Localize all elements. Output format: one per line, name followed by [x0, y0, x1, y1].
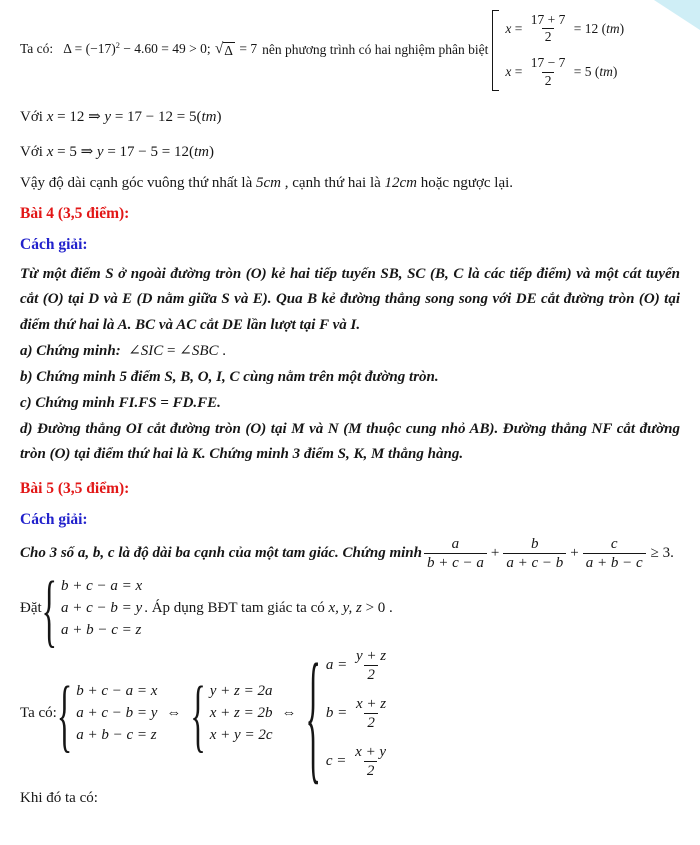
geq-3: ≥ 3.: [650, 545, 674, 562]
taco-label: Ta có:: [20, 705, 57, 722]
case1-lhs: x =: [505, 20, 526, 36]
left-brace: {: [41, 562, 58, 655]
fraction-denominator: 2: [542, 28, 555, 45]
case2-lhs: x =: [505, 64, 526, 80]
fraction-numerator: x + z: [356, 696, 387, 713]
system-row-b: [326, 695, 391, 732]
line-with-x-12: Với x = 12 ⇒ y = 17 − 12 = 5(tm): [20, 108, 222, 125]
left-brace: {: [56, 667, 73, 760]
fraction-denominator: a + b − c: [583, 553, 646, 572]
left-brace-tall: {: [305, 630, 321, 797]
question-b: b) Chứng minh 5 điểm S, B, O, I, C cùng nằm trên một đường tròn.: [20, 369, 439, 386]
heading-cach-giai-1: Cách giải:: [20, 235, 88, 253]
system-row: x + y = 2c: [209, 727, 273, 744]
question-a: a) Chứng minh: ∠SIC = ∠SBC .: [20, 343, 226, 360]
lhs: b =: [325, 705, 351, 722]
line-discriminant: [20, 10, 680, 91]
left-brace: {: [190, 667, 206, 760]
fraction-a: [424, 535, 487, 572]
system-1: [76, 683, 157, 744]
radical-sign: √: [214, 41, 224, 58]
plus-operator: +: [570, 545, 579, 562]
equivalent-systems-line: [20, 630, 680, 797]
system-row: a + b − c = z: [61, 622, 142, 639]
case-rows: [505, 10, 624, 91]
heading-cach-giai-2: Cách giải:: [20, 511, 88, 529]
system-row: a + c − b = y: [61, 600, 143, 617]
system-row-c: [326, 743, 391, 780]
fraction-denominator: a + c − b: [503, 553, 566, 572]
inequality-expression: [422, 535, 674, 572]
sqrt-delta: [215, 42, 235, 59]
case-x-equals-5: [505, 55, 624, 88]
fraction: [352, 743, 389, 780]
fraction-denominator: 2: [364, 761, 378, 780]
delta-formula: Ta có: $\Delta = (-17)^2 - 4.60 = 49 > 0$;: [20, 41, 214, 57]
substitution-system: [61, 578, 142, 639]
system-row: b + c − a = x: [76, 683, 158, 700]
left-square-bracket: [492, 10, 499, 91]
lhs: c =: [325, 753, 351, 770]
case2-fraction: [528, 55, 569, 88]
case2-result: = 5 (tm): [570, 64, 618, 80]
fraction-numerator: y + z: [356, 648, 387, 665]
system-row: a + b − c = z: [76, 727, 157, 744]
fraction-numerator: b: [531, 536, 539, 553]
problem-5-statement: [20, 535, 680, 572]
fraction-numerator: 17 + 7: [530, 12, 566, 27]
solution-cases: [492, 10, 624, 91]
fraction: [353, 647, 389, 684]
fraction-numerator: c: [610, 536, 618, 553]
dat-label: Đặt: [20, 600, 42, 617]
system-row: a + c − b = y: [76, 705, 158, 722]
system-row: b + c − a = x: [61, 578, 143, 595]
fraction-denominator: b + c − a: [424, 553, 487, 572]
fraction-numerator: x + y: [355, 744, 387, 761]
lhs: a =: [325, 657, 351, 674]
fraction-numerator: 17 − 7: [530, 55, 566, 71]
system-2: [210, 683, 273, 744]
system-row: y + z = 2a: [209, 683, 273, 700]
plus-operator: +: [490, 545, 500, 562]
case1-fraction: [528, 12, 569, 45]
discriminant-expression: [20, 41, 257, 59]
system-row-a: [326, 647, 391, 684]
fraction: [353, 695, 389, 732]
fraction-b: [503, 535, 566, 572]
sqrt-result: = 7: [235, 41, 258, 57]
system-row: x + z = 2b: [209, 705, 273, 722]
fraction-denominator: 2: [364, 713, 378, 732]
question-c: c) Chứng minh FI.FS = FD.FE.: [20, 395, 221, 412]
iff-arrow: ⇔: [281, 705, 297, 722]
fraction-denominator: 2: [364, 665, 378, 684]
case1-result: = 12 (tm): [570, 20, 625, 36]
fraction-c: [583, 535, 646, 572]
problem-4-statement: Từ một điểm S ở ngoài đường tròn (O) kẻ hai tiếp tuyến SB, SC (B, C là các tiếp điểm) và một cát tuyến cắt (O) tại D và E (D nằm giữa S và E). Qua B kẻ đường thẳng song song với DE cắt đường tròn (O) tại điểm thứ hai là A. BC và AC cắt DE lần lượt tại F và I.: [20, 265, 680, 333]
triangle-inequality-note: . Áp dụng BĐT tam giác ta có x, y, z > 0 .: [144, 600, 393, 617]
fraction-denominator: 2: [542, 72, 555, 89]
conclusion-line: Vậy độ dài cạnh góc vuông thứ nhất là 5cm , cạnh thứ hai là 12cm hoặc ngược lại.: [20, 174, 514, 191]
line-with-x-5: Với x = 5 ⇒ y = 17 − 5 = 12(tm): [20, 143, 214, 160]
heading-bai-5: Bài 5 (3,5 điểm):: [20, 480, 130, 498]
two-roots-text: nên phương trình có hai nghiệm phân biệt: [262, 42, 489, 58]
question-d: d) Đường thẳng OI cắt đường tròn (O) tại M và N (M thuộc cung nhỏ AB). Đường thẳng NF cắt đường tròn (O) tại điểm thứ hai là K. Chứng minh 3 điểm S, K, M thẳng hàng.: [20, 421, 680, 463]
heading-bai-4: Bài 4 (3,5 điểm):: [20, 204, 130, 222]
iff-arrow: ⇔: [166, 705, 182, 722]
substitution-line: [20, 562, 680, 655]
system-3: [326, 647, 391, 780]
khi-do-line: Khi đó ta có:: [20, 790, 98, 807]
fraction-numerator: a: [451, 536, 460, 553]
case-x-equals-12: [505, 12, 624, 45]
radicand: Δ: [224, 43, 233, 59]
problem-5-lead: Cho 3 số a, b, c là độ dài ba cạnh của một tam giác. Chứng minh: [20, 545, 422, 562]
